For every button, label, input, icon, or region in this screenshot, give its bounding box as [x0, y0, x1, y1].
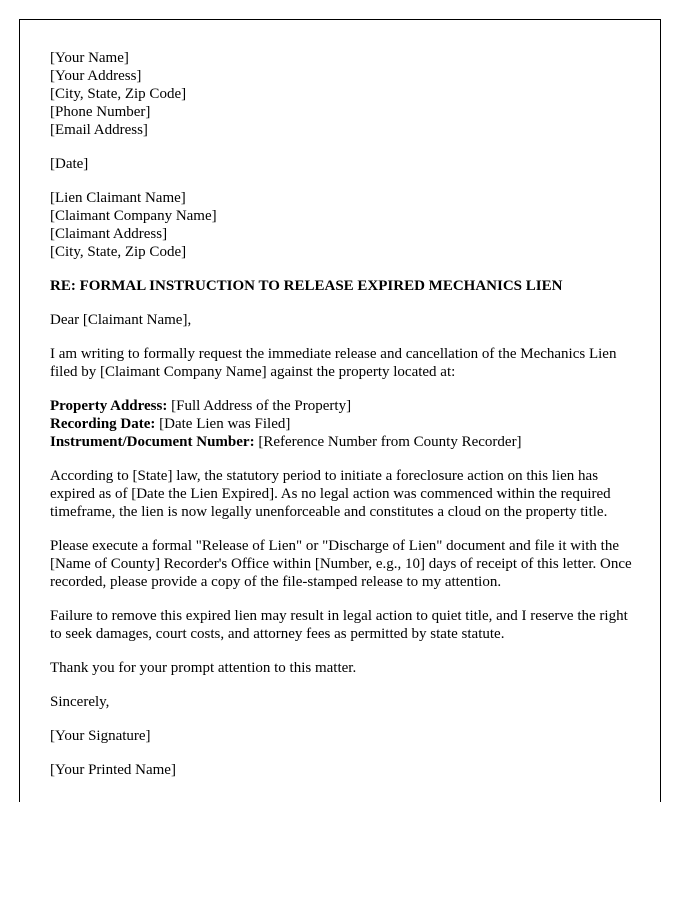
salutation: Dear [Claimant Name], [50, 312, 192, 328]
closing: Sincerely, [50, 694, 110, 710]
property-address-label: Property Address: [50, 398, 168, 414]
document-number-label: Instrument/Document Number: [50, 434, 255, 450]
sender-email: [Email Address] [50, 122, 148, 138]
recording-date-label: Recording Date: [50, 416, 156, 432]
property-address-value: [Full Address of the Property] [167, 398, 352, 414]
recipient-company: [Claimant Company Name] [50, 208, 217, 224]
letter-page [19, 19, 661, 802]
printed-name: [Your Printed Name] [50, 762, 176, 778]
release-request-paragraph: Please execute a formal "Release of Lien" or "Discharge of Lien" document and file it with the [Name of County] Recorder's Office within [Number, e.g., 10] days of receipt of this letter. Once recorded, please provide a copy of the file-stamped release to my attention. [50, 538, 632, 590]
recipient-address: [Claimant Address] [50, 226, 168, 242]
document-number-value: [Reference Number from County Recorder] [254, 434, 522, 450]
date-block [50, 155, 640, 173]
sender-city-state-zip: [City, State, Zip Code] [50, 86, 187, 102]
warning-paragraph: Failure to remove this expired lien may result in legal action to quiet title, and I reserve the right to seek damages, court costs, and attorney fees as permitted by state statute. [50, 608, 628, 642]
recording-date-value: [Date Lien was Filed] [155, 416, 291, 432]
subject-line: RE: FORMAL INSTRUCTION TO RELEASE EXPIRED MECHANICS LIEN [50, 278, 563, 294]
letter-date: [Date] [50, 156, 89, 172]
recipient-city-state-zip: [City, State, Zip Code] [50, 244, 187, 260]
property-address-line [50, 397, 640, 415]
property-details [50, 397, 640, 451]
recipient-block [50, 189, 640, 261]
signature: [Your Signature] [50, 728, 151, 744]
sender-phone: [Phone Number] [50, 104, 151, 120]
recipient-name: [Lien Claimant Name] [50, 190, 186, 206]
sender-block [50, 49, 640, 139]
document-number-line [50, 433, 640, 451]
intro-paragraph: I am writing to formally request the immediate release and cancellation of the Mechanics Lien filed by [Claimant Company Name] against the property located at: [50, 346, 617, 380]
sender-name: [Your Name] [50, 50, 129, 66]
recording-date-line [50, 415, 640, 433]
sender-address: [Your Address] [50, 68, 142, 84]
statutory-paragraph: According to [State] law, the statutory period to initiate a foreclosure action on this lien has expired as of [Date the Lien Expired]. As no legal action was commenced within the required timeframe, the lien is now legally unenforceable and constitutes a cloud on the property title. [50, 468, 611, 520]
letter-content [50, 49, 640, 795]
thank-you-paragraph: Thank you for your prompt attention to this matter. [50, 660, 357, 676]
